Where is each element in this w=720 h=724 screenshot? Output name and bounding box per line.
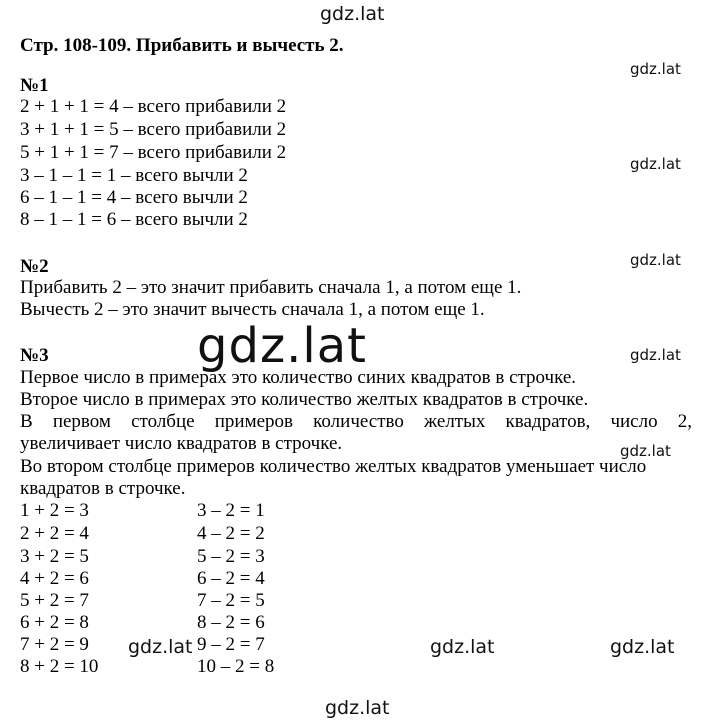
watermark-bottom-right: gdz.lat <box>610 636 675 658</box>
example-subtract: 9 – 2 = 7 <box>197 634 265 655</box>
task1-line: 2 + 1 + 1 = 4 – всего прибавили 2 <box>20 96 287 117</box>
task3-line: квадратов в строчке. <box>20 478 186 499</box>
watermark-right-2: gdz.lat <box>630 155 681 173</box>
task1-line: 6 – 1 – 1 = 4 – всего вычли 2 <box>20 187 248 208</box>
example-subtract: 3 – 2 = 1 <box>197 500 265 521</box>
example-subtract: 7 – 2 = 5 <box>197 590 265 611</box>
watermark-right-5: gdz.lat <box>620 442 671 460</box>
task3-line: Во втором столбце примеров количество желтых квадратов уменьшает число <box>20 456 647 477</box>
task3-line: Второе число в примерах это количество желтых квадратов в строчке. <box>20 389 589 410</box>
example-subtract: 5 – 2 = 3 <box>197 546 265 567</box>
task3-line: В первом столбце примеров количество желтых квадратов, число 2, <box>20 411 692 432</box>
example-add: 4 + 2 = 6 <box>20 568 89 589</box>
example-subtract: 6 – 2 = 4 <box>197 568 265 589</box>
example-add: 3 + 2 = 5 <box>20 546 89 567</box>
example-add: 8 + 2 = 10 <box>20 656 99 677</box>
task3-header: №3 <box>20 345 49 366</box>
watermark-large: gdz.lat <box>197 318 367 374</box>
watermark-footer: gdz.lat <box>325 697 390 719</box>
task2-header: №2 <box>20 256 49 277</box>
task2-line: Прибавить 2 – это значит прибавить сначала 1, а потом еще 1. <box>20 277 522 298</box>
task1-header: №1 <box>20 75 49 96</box>
example-add: 6 + 2 = 8 <box>20 612 89 633</box>
example-subtract: 4 – 2 = 2 <box>197 523 265 544</box>
watermark-right-3: gdz.lat <box>630 251 681 269</box>
task1-line: 3 + 1 + 1 = 5 – всего прибавили 2 <box>20 119 287 140</box>
page-title: Стр. 108-109. Прибавить и вычесть 2. <box>20 35 344 56</box>
watermark-bottom-mid: gdz.lat <box>430 636 495 658</box>
example-add: 5 + 2 = 7 <box>20 590 89 611</box>
watermark-top: gdz.lat <box>320 3 385 25</box>
example-add: 2 + 2 = 4 <box>20 523 89 544</box>
task1-line: 5 + 1 + 1 = 7 – всего прибавили 2 <box>20 142 287 163</box>
task2-line: Вычесть 2 – это значит вычесть сначала 1, а потом еще 1. <box>20 299 485 320</box>
example-add: 7 + 2 = 9 <box>20 634 89 655</box>
example-subtract: 10 – 2 = 8 <box>197 656 275 677</box>
task3-line: увеличивает число квадратов в строчке. <box>20 433 343 454</box>
watermark-bottom-left: gdz.lat <box>128 636 193 658</box>
watermark-right-1: gdz.lat <box>630 60 681 78</box>
task1-line: 8 – 1 – 1 = 6 – всего вычли 2 <box>20 209 248 230</box>
example-subtract: 8 – 2 = 6 <box>197 612 265 633</box>
example-add: 1 + 2 = 3 <box>20 500 89 521</box>
watermark-right-4: gdz.lat <box>630 346 681 364</box>
task1-line: 3 – 1 – 1 = 1 – всего вычли 2 <box>20 165 248 186</box>
task3-line: Первое число в примерах это количество синих квадратов в строчке. <box>20 367 577 388</box>
